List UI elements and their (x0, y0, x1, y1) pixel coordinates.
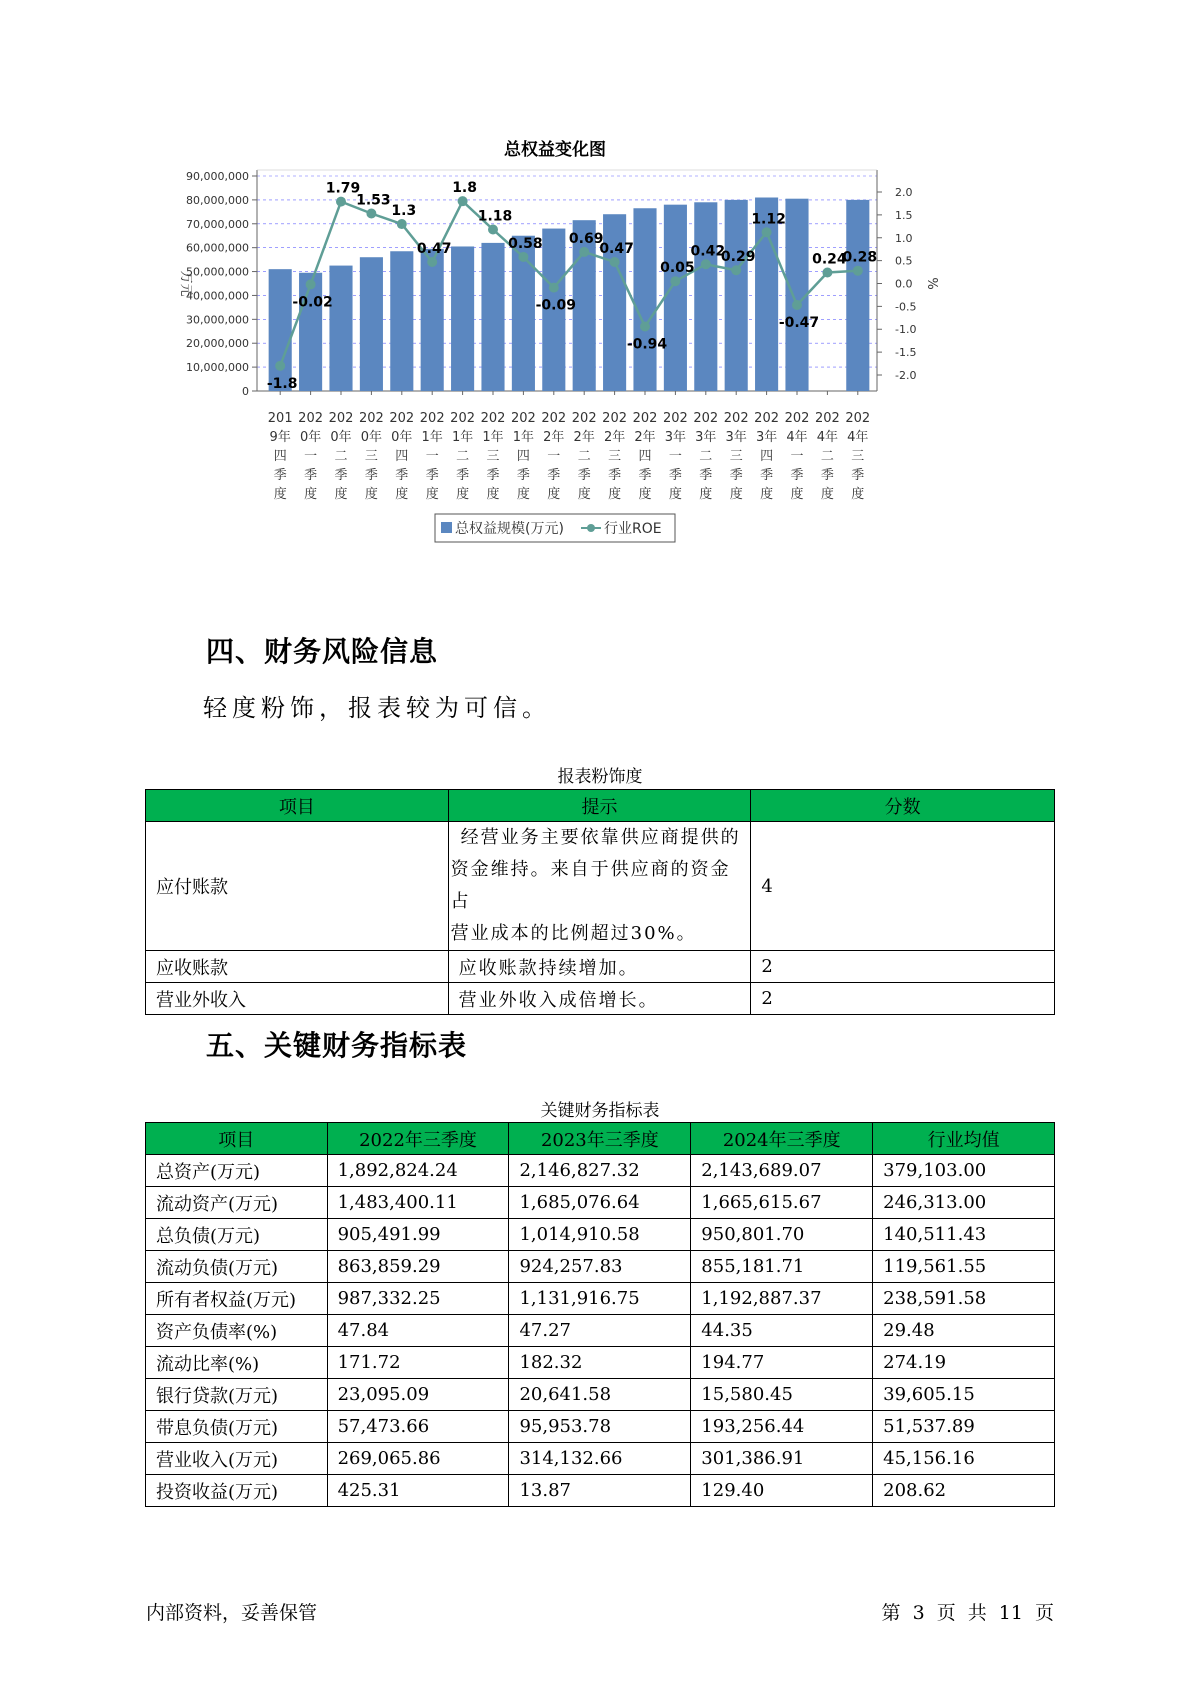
metric-value: 1,892,824.24 (327, 1155, 509, 1187)
table-row (146, 822, 1055, 951)
metric-value: 45,156.16 (873, 1443, 1055, 1475)
x-tick-label: 四 (273, 449, 287, 464)
equity-chart (170, 140, 970, 600)
metric-value: 314,132.66 (509, 1443, 691, 1475)
x-tick-label: 一 (547, 449, 561, 464)
x-tick-label: 二 (334, 449, 348, 464)
risk-score: 2 (751, 983, 1055, 1015)
x-tick-label: 二 (820, 449, 834, 464)
x-tick-label: 季 (638, 468, 652, 483)
roe-data-label: 0.05 (660, 260, 695, 277)
x-tick-label: 三 (486, 449, 500, 464)
y-right-tick-label: 2.0 (895, 186, 913, 200)
table-row (146, 983, 1055, 1015)
x-tick-label: 202 (419, 411, 445, 426)
table-row (146, 1379, 1055, 1411)
y-right-tick-label: 0.0 (895, 277, 913, 291)
metric-name: 资产负债率(%) (146, 1315, 328, 1347)
x-tick-label: 度 (304, 487, 318, 502)
metric-name: 流动比率(%) (146, 1347, 328, 1379)
y-left-tick-label: 60,000,000 (186, 241, 249, 255)
metric-name: 带息负债(万元) (146, 1411, 328, 1443)
x-tick-label: 202 (723, 411, 749, 426)
table-row (146, 1219, 1055, 1251)
chart-bar (664, 205, 687, 391)
metric-value: 863,859.29 (327, 1251, 509, 1283)
metric-value: 987,332.25 (327, 1283, 509, 1315)
roe-point (731, 265, 741, 275)
roe-point (549, 283, 559, 293)
roe-point (822, 268, 832, 278)
chart-bar (451, 246, 474, 391)
y-right-axis-title: % (924, 277, 939, 290)
x-tick-label: 0年 (391, 430, 413, 445)
y-right-tick-label: 1.0 (895, 231, 913, 245)
metric-value: 193,256.44 (691, 1411, 873, 1443)
table-row (146, 1411, 1055, 1443)
chart-bar (846, 200, 869, 391)
risk-score: 4 (751, 822, 1055, 951)
table-row (146, 1315, 1055, 1347)
chart-bar (725, 200, 748, 391)
metric-value: 301,386.91 (691, 1443, 873, 1475)
risk-tip (448, 951, 751, 983)
x-tick-label: 四 (516, 449, 530, 464)
y-right-tick-label: -0.5 (895, 300, 917, 314)
roe-data-label: 1.53 (356, 192, 391, 209)
metric-name: 营业收入(万元) (146, 1443, 328, 1475)
risk-tip (448, 983, 751, 1015)
roe-data-label: 1.18 (477, 208, 513, 225)
table-row (146, 951, 1055, 983)
x-tick-label: 一 (668, 449, 682, 464)
roe-point (579, 247, 589, 257)
x-tick-label: 二 (699, 449, 713, 464)
x-tick-label: 四 (638, 449, 652, 464)
metric-value: 51,537.89 (873, 1411, 1055, 1443)
metric-value: 182.32 (509, 1347, 691, 1379)
x-tick-label: 2年 (543, 430, 565, 445)
roe-data-label: 0.47 (416, 241, 452, 257)
x-tick-label: 4年 (816, 430, 839, 445)
x-tick-label: 9年 (269, 430, 291, 445)
metric-value: 208.62 (873, 1475, 1055, 1507)
metric-value: 1,665,615.67 (691, 1187, 873, 1219)
risk-tip (448, 822, 751, 951)
x-tick-label: 度 (820, 487, 834, 502)
x-tick-label: 度 (516, 487, 530, 502)
risk-tip-line: 资金维持。来自于供应商的资金占 (450, 859, 731, 912)
roe-point (701, 259, 711, 269)
metrics-table (145, 1122, 1055, 1507)
roe-point (397, 219, 407, 229)
x-tick-label: 1年 (451, 430, 474, 445)
x-tick-label: 度 (851, 487, 865, 502)
metric-value: 2,146,827.32 (509, 1155, 691, 1187)
legend-line-label: 行业ROE (604, 521, 662, 537)
x-tick-label: 202 (571, 411, 597, 426)
x-tick-label: 3年 (725, 430, 747, 445)
x-tick-label: 度 (790, 487, 804, 502)
x-tick-label: 季 (760, 468, 774, 483)
x-tick-label: 202 (814, 411, 840, 426)
x-tick-label: 度 (273, 487, 287, 502)
x-tick-label: 季 (851, 468, 865, 483)
x-tick-label: 三 (851, 449, 865, 464)
metric-name: 流动负债(万元) (146, 1251, 328, 1283)
metric-value: 905,491.99 (327, 1219, 509, 1251)
x-tick-label: 201 (267, 411, 293, 426)
roe-data-label: -0.09 (535, 297, 576, 314)
metric-value: 950,801.70 (691, 1219, 873, 1251)
y-right-tick-label: -1.0 (895, 323, 917, 337)
x-tick-label: 202 (754, 411, 780, 426)
metric-name: 总资产(万元) (146, 1155, 328, 1187)
roe-point (458, 196, 468, 206)
table-row (146, 1251, 1055, 1283)
chart-bar (299, 273, 322, 391)
x-tick-label: 二 (456, 449, 470, 464)
footer-confidential-note: 内部资料，妥善保管 (146, 1602, 318, 1624)
risk-score: 2 (751, 951, 1055, 983)
equity-chart-svg (170, 140, 970, 600)
metric-name: 投资收益(万元) (146, 1475, 328, 1507)
risk-table (145, 789, 1055, 1015)
x-tick-label: 季 (304, 468, 318, 483)
risk-table-header (146, 790, 1055, 822)
legend-bar-swatch (441, 522, 452, 533)
chart-title: 总权益变化图 (504, 140, 606, 160)
metric-name: 银行贷款(万元) (146, 1379, 328, 1411)
x-tick-label: 202 (450, 411, 476, 426)
roe-data-label: 0.24 (812, 251, 847, 268)
metric-value: 855,181.71 (691, 1251, 873, 1283)
x-tick-label: 202 (602, 411, 628, 426)
x-tick-label: 三 (364, 449, 378, 464)
roe-data-label: 1.12 (751, 211, 786, 228)
metric-value: 1,131,916.75 (509, 1283, 691, 1315)
x-tick-label: 1年 (482, 430, 504, 445)
metric-value: 1,014,910.58 (509, 1219, 691, 1251)
x-tick-label: 202 (389, 411, 415, 426)
x-tick-label: 度 (334, 487, 348, 502)
y-left-tick-label: 70,000,000 (186, 217, 249, 231)
x-tick-label: 202 (845, 411, 871, 426)
risk-item: 应收账款 (146, 951, 449, 983)
metric-value: 246,313.00 (873, 1187, 1055, 1219)
roe-data-label: 0.47 (599, 241, 634, 257)
metrics-header-cell: 2022年三季度 (327, 1123, 509, 1155)
risk-table-caption: 报表粉饰度 (557, 767, 643, 787)
metrics-header-cell: 项目 (146, 1123, 328, 1155)
metric-value: 269,065.86 (327, 1443, 509, 1475)
x-tick-label: 202 (784, 411, 810, 426)
y-left-tick-label: 50,000,000 (186, 265, 249, 279)
risk-tip-line: 经营业务主要依靠供应商提供的 (460, 827, 741, 848)
x-tick-label: 202 (632, 411, 658, 426)
y-left-tick-label: 90,000,000 (186, 170, 249, 183)
x-tick-label: 1年 (421, 430, 443, 445)
metric-name: 流动资产(万元) (146, 1187, 328, 1219)
y-left-tick-label: 80,000,000 (186, 193, 249, 207)
x-tick-label: 季 (608, 468, 622, 483)
metric-value: 2,143,689.07 (691, 1155, 873, 1187)
roe-data-label: 1.8 (452, 180, 478, 197)
chart-bar (481, 243, 504, 391)
x-tick-label: 0年 (360, 430, 383, 445)
roe-point (792, 300, 802, 310)
metric-value: 57,473.66 (327, 1411, 509, 1443)
x-tick-label: 202 (693, 411, 719, 426)
roe-point (306, 279, 316, 289)
roe-data-label: 0.29 (720, 249, 756, 266)
roe-data-label: 0.58 (508, 235, 543, 252)
x-tick-label: 季 (273, 468, 287, 483)
x-tick-label: 度 (456, 487, 470, 502)
chart-bar (694, 202, 717, 391)
roe-data-label: 0.28 (842, 249, 878, 266)
risk-tip-line: 营业外收入成倍增长。 (458, 989, 659, 1011)
y-left-tick-label: 40,000,000 (186, 289, 249, 303)
y-right-tick-label: 0.5 (895, 254, 913, 268)
metric-value: 1,192,887.37 (691, 1283, 873, 1315)
x-tick-label: 季 (699, 468, 713, 483)
x-tick-label: 季 (547, 468, 561, 483)
x-tick-label: 季 (729, 468, 743, 483)
x-tick-label: 一 (425, 449, 439, 464)
metric-value: 13.87 (509, 1475, 691, 1507)
table-row (146, 1443, 1055, 1475)
x-tick-label: 度 (364, 487, 378, 502)
metric-name: 总负债(万元) (146, 1219, 328, 1251)
risk-header-tip: 提示 (448, 790, 751, 822)
x-tick-label: 度 (425, 487, 439, 502)
x-tick-label: 季 (395, 468, 409, 483)
chart-bar (360, 257, 383, 391)
metric-value: 29.48 (873, 1315, 1055, 1347)
roe-point (518, 252, 528, 262)
x-tick-label: 季 (456, 468, 470, 483)
x-tick-label: 4年 (847, 430, 869, 445)
x-tick-label: 3年 (695, 430, 717, 445)
roe-point (610, 257, 620, 267)
metric-value: 47.84 (327, 1315, 509, 1347)
x-tick-label: 度 (760, 487, 774, 502)
x-tick-label: 度 (577, 487, 591, 502)
metric-value: 171.72 (327, 1347, 509, 1379)
table-row (146, 1347, 1055, 1379)
x-tick-label: 3年 (664, 430, 687, 445)
section4-summary: 轻度粉饰，报表较为可信。 (203, 694, 551, 722)
x-tick-label: 二 (577, 449, 591, 464)
metric-value: 924,257.83 (509, 1251, 691, 1283)
x-tick-label: 202 (358, 411, 384, 426)
x-tick-label: 季 (334, 468, 348, 483)
table-row (146, 1283, 1055, 1315)
roe-data-label: 0.42 (690, 243, 726, 260)
x-tick-label: 季 (364, 468, 378, 483)
y-left-tick-label: 10,000,000 (186, 361, 249, 375)
legend-bar-label: 总权益规模(万元) (455, 521, 564, 537)
metrics-header-cell: 2023年三季度 (509, 1123, 691, 1155)
table-row (146, 1475, 1055, 1507)
metrics-table-header (146, 1123, 1055, 1155)
roe-point (762, 227, 772, 237)
metric-value: 15,580.45 (691, 1379, 873, 1411)
roe-data-label: -1.8 (266, 375, 298, 392)
x-tick-label: 202 (662, 411, 688, 426)
metric-value: 20,641.58 (509, 1379, 691, 1411)
table-row (146, 1155, 1055, 1187)
x-tick-label: 3年 (755, 430, 778, 445)
x-tick-label: 1年 (512, 430, 535, 445)
x-tick-label: 度 (638, 487, 652, 502)
x-tick-label: 三 (729, 449, 743, 464)
x-tick-label: 202 (298, 411, 324, 426)
x-tick-label: 度 (668, 487, 682, 502)
x-tick-label: 4年 (786, 430, 808, 445)
y-left-tick-label: 0 (242, 385, 249, 398)
risk-tip-line: 营业成本的比例超过30%。 (450, 923, 697, 944)
chart-bar (390, 251, 413, 391)
x-tick-label: 四 (760, 449, 774, 464)
roe-data-label: -0.94 (626, 336, 668, 353)
x-tick-label: 四 (395, 449, 409, 464)
y-left-tick-label: 30,000,000 (186, 313, 249, 327)
metric-value: 194.77 (691, 1347, 873, 1379)
x-tick-label: 季 (820, 468, 834, 483)
x-tick-label: 季 (516, 468, 530, 483)
chart-bar (633, 208, 656, 391)
chart-bar (329, 266, 352, 391)
x-tick-label: 2年 (634, 430, 656, 445)
roe-point (853, 266, 863, 276)
roe-data-label: 1.79 (325, 180, 361, 197)
risk-tip-line: 应收账款持续增加。 (458, 957, 639, 979)
x-tick-label: 0年 (299, 430, 322, 445)
risk-item: 应付账款 (146, 822, 449, 951)
x-tick-label: 度 (729, 487, 743, 502)
x-tick-label: 202 (510, 411, 536, 426)
roe-point (670, 276, 680, 286)
roe-data-label: 0.69 (568, 230, 604, 247)
roe-point (336, 197, 346, 207)
roe-point (275, 361, 285, 371)
metric-value: 95,953.78 (509, 1411, 691, 1443)
roe-point (488, 225, 498, 235)
risk-item: 营业外收入 (146, 983, 449, 1015)
x-tick-label: 0年 (330, 430, 352, 445)
metric-value: 379,103.00 (873, 1155, 1055, 1187)
x-tick-label: 2年 (603, 430, 626, 445)
x-tick-label: 季 (425, 468, 439, 483)
x-tick-label: 2年 (573, 430, 595, 445)
section4-heading: 四、财务风险信息 (206, 635, 439, 668)
x-tick-label: 度 (608, 487, 622, 502)
x-tick-label: 202 (328, 411, 354, 426)
x-tick-label: 三 (608, 449, 622, 464)
y-right-tick-label: -2.0 (895, 368, 917, 382)
metric-value: 119,561.55 (873, 1251, 1055, 1283)
metrics-header-cell: 2024年三季度 (691, 1123, 873, 1155)
x-tick-label: 季 (668, 468, 682, 483)
x-tick-label: 季 (577, 468, 591, 483)
x-tick-label: 一 (790, 449, 804, 464)
metric-value: 39,605.15 (873, 1379, 1055, 1411)
roe-data-label: -0.02 (292, 294, 333, 311)
x-tick-label: 季 (790, 468, 804, 483)
metric-value: 1,483,400.11 (327, 1187, 509, 1219)
y-right-tick-label: 1.5 (895, 208, 913, 222)
section5-heading: 五、关键财务指标表 (206, 1029, 468, 1062)
risk-header-item: 项目 (146, 790, 449, 822)
risk-header-score: 分数 (751, 790, 1055, 822)
metric-value: 23,095.09 (327, 1379, 509, 1411)
roe-data-label: -0.47 (778, 315, 820, 331)
x-tick-label: 度 (699, 487, 713, 502)
table-row (146, 1187, 1055, 1219)
x-tick-label: 202 (541, 411, 567, 426)
metric-value: 425.31 (327, 1475, 509, 1507)
metrics-table-caption: 关键财务指标表 (540, 1101, 660, 1121)
y-left-axis-title: 万元 (178, 270, 193, 297)
metric-name: 所有者权益(万元) (146, 1283, 328, 1315)
metric-value: 274.19 (873, 1347, 1055, 1379)
chart-bar (269, 269, 292, 391)
x-tick-label: 度 (395, 487, 409, 502)
metric-value: 1,685,076.64 (509, 1187, 691, 1219)
metric-value: 238,591.58 (873, 1283, 1055, 1315)
metric-value: 129.40 (691, 1475, 873, 1507)
metric-value: 140,511.43 (873, 1219, 1055, 1251)
x-tick-label: 度 (486, 487, 500, 502)
y-left-tick-label: 20,000,000 (186, 337, 249, 351)
metrics-header-cell: 行业均值 (873, 1123, 1055, 1155)
x-tick-label: 度 (547, 487, 561, 502)
roe-point (427, 257, 437, 267)
x-tick-label: 季 (486, 468, 500, 483)
x-tick-label: 一 (304, 449, 318, 464)
roe-point (366, 209, 376, 219)
footer-page-number: 第 3 页 共 11 页 (881, 1602, 1054, 1624)
roe-data-label: 1.3 (391, 203, 417, 220)
metric-value: 44.35 (691, 1315, 873, 1347)
chart-bar (421, 249, 444, 391)
x-tick-label: 202 (480, 411, 506, 426)
legend-line-marker (587, 524, 595, 532)
y-right-tick-label: -1.5 (895, 346, 917, 360)
roe-point (640, 322, 650, 332)
metric-value: 47.27 (509, 1315, 691, 1347)
